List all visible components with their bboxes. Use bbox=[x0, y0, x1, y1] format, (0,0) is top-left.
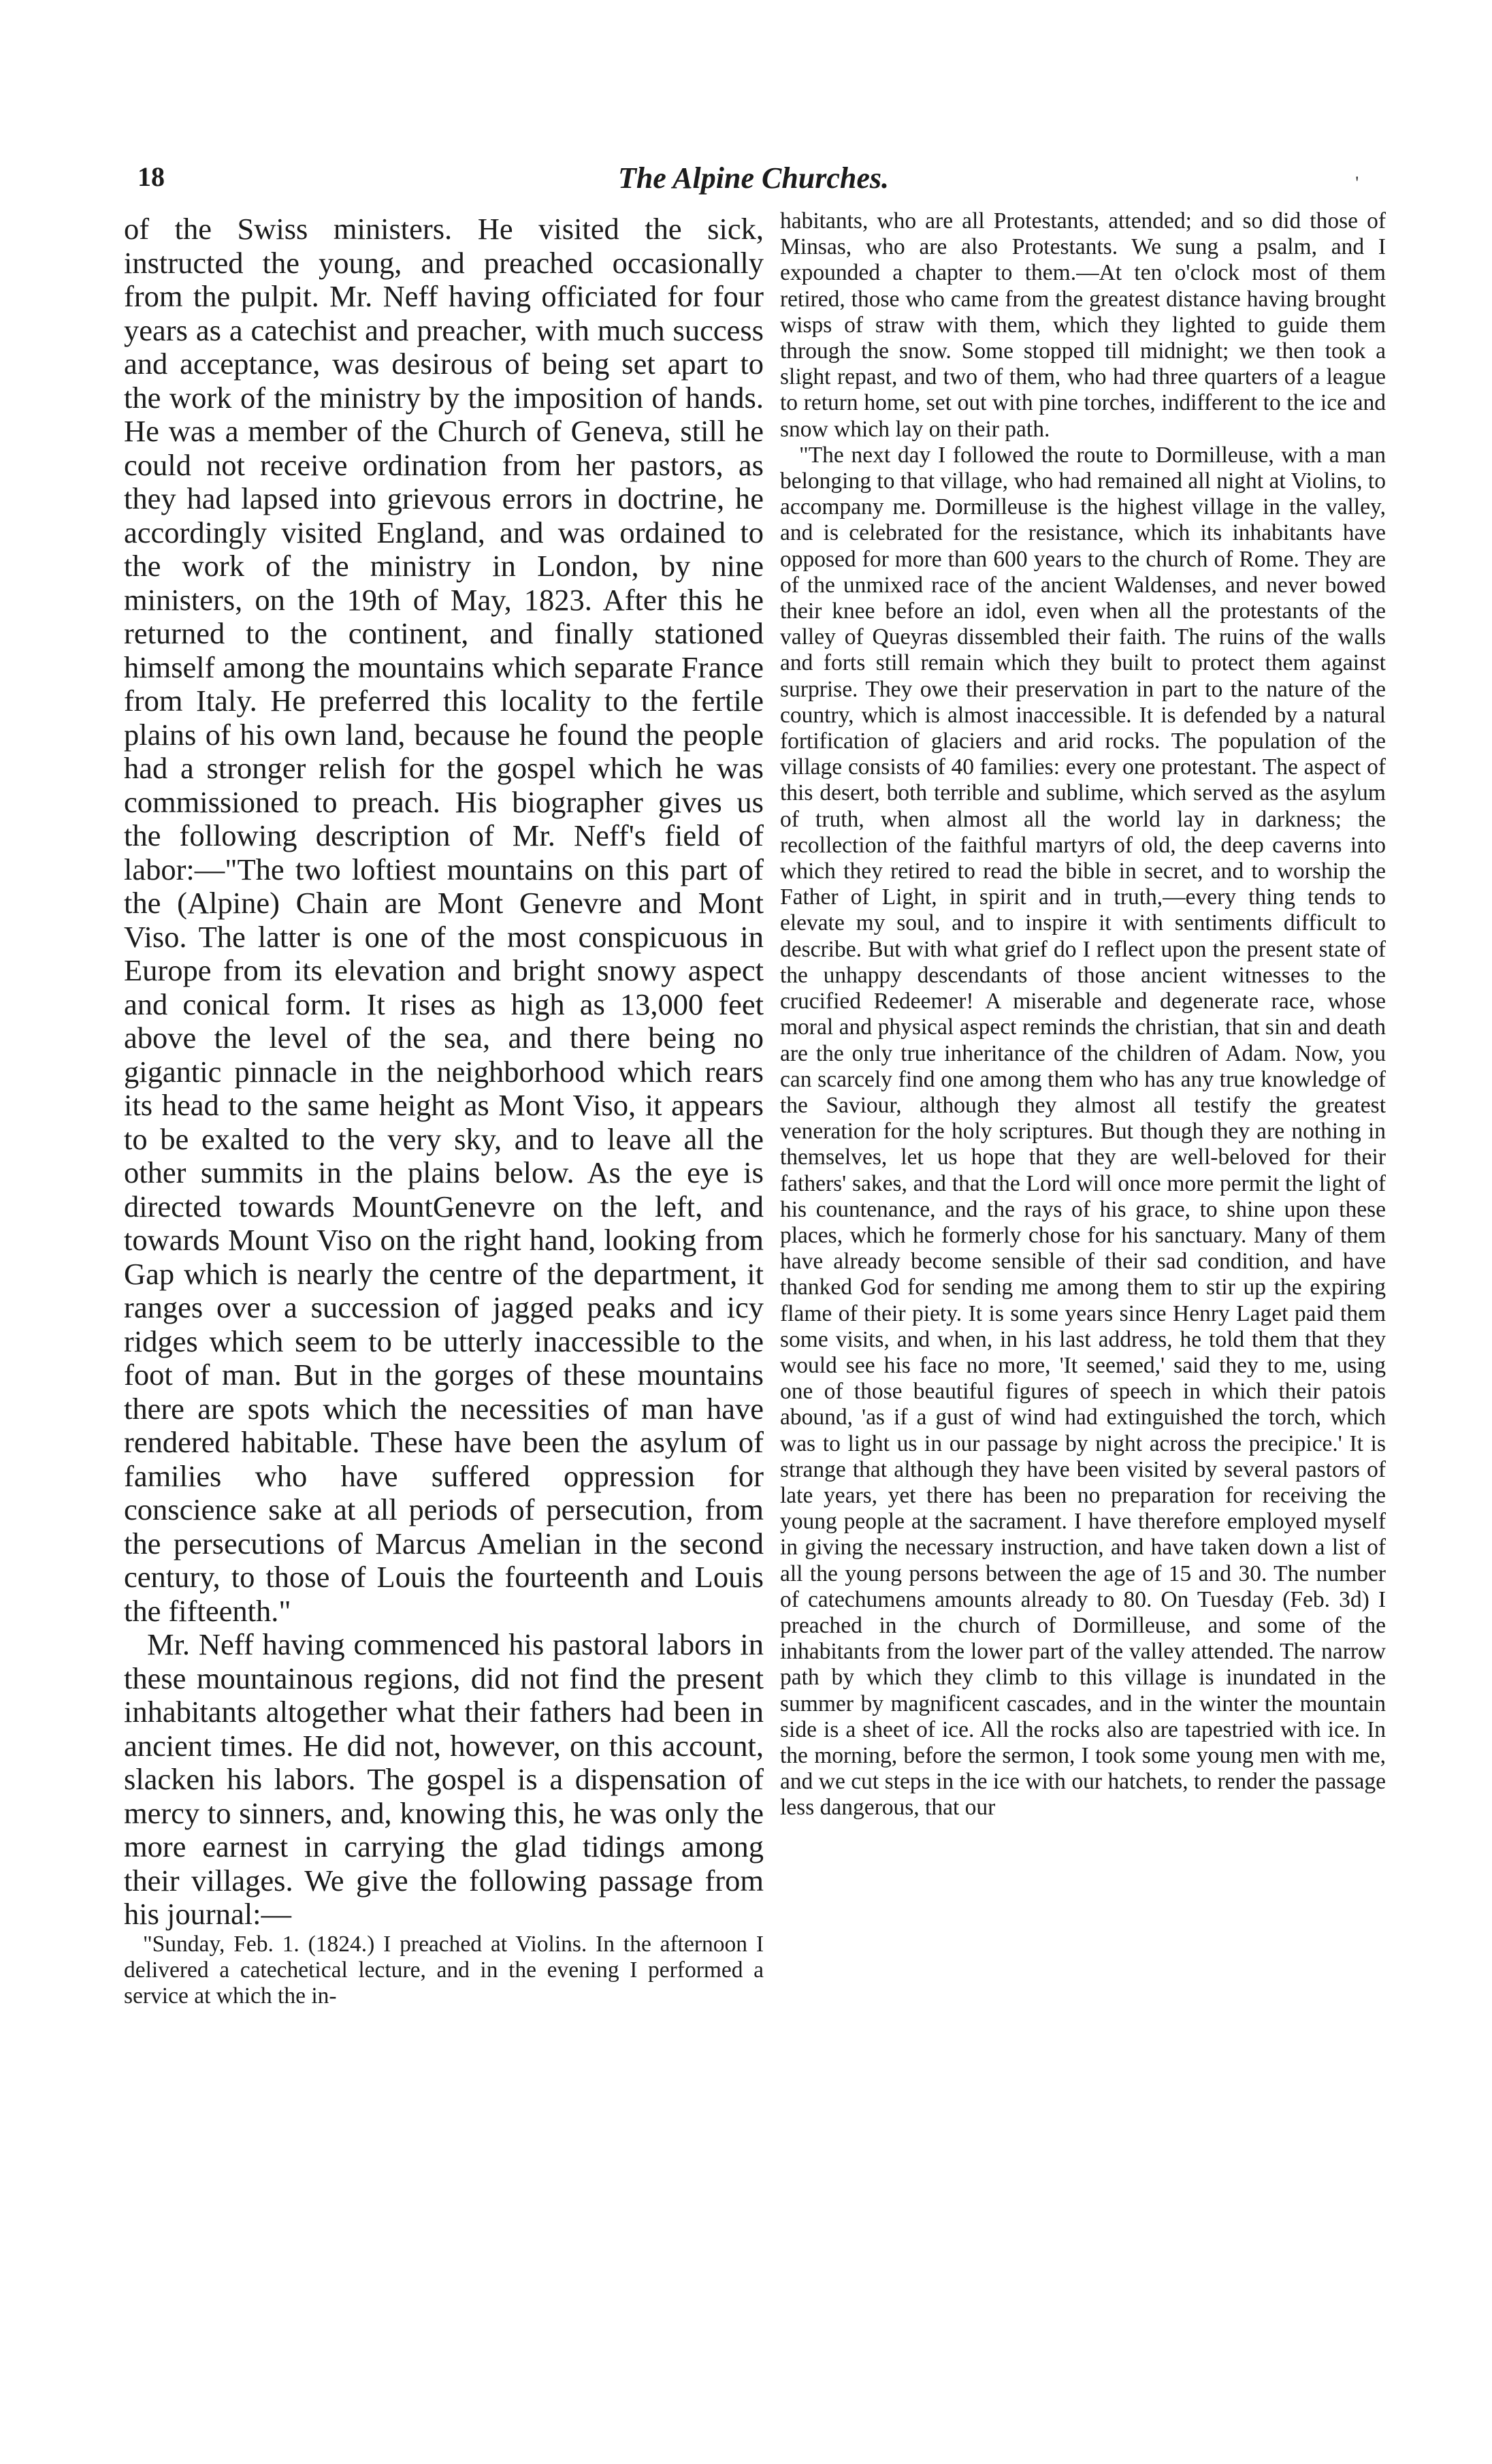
page-number: 18 bbox=[137, 161, 165, 192]
left-paragraph-1: of the Swiss ministers. He visited the sick, instructed the young, and preached occasionally from the pulpit. Mr. Neff having officiated for four years as a catechist and preacher, with much success and acceptance, was desirous of being set apart to the work of the ministry by the imposition of hands. He was a member of the Church of Geneva, still he could not receive ordination from her pastors, as they had lapsed into grievous errors in doctrine, he accordingly visited England, and was ordained to the work of the ministry in London, by nine ministers, on the 19th of May, 1823. After this he returned to the continent, and finally stationed himself among the mountains which separate France from Italy. He preferred this locality to the fertile plains of his own land, because he found the people had a stronger relish for the gospel which he was commissioned to preach. His biographer gives us the following description of Mr. Neff's field of labor:—"The two loftiest mountains on this part of the (Alpine) Chain are Mont Genevre and Mont Viso. The latter is one of the most conspicuous in Europe from its elevation and bright snowy aspect and conical form. It rises as high as 13,000 feet above the level of the sea, and there being no gigantic pinnacle in the neighborhood which rears its head to the same height as Mont Viso, it appears to be exalted to the very sky, and to leave all the other summits in the plains below. As the eye is directed towards MountGenevre on the left, and towards Mount Viso on the right hand, looking from Gap which is nearly the centre of the department, it ranges over a succession of jagged peaks and icy ridges which seem to be utterly inaccessible to the foot of man. But in the gorges of these mountains there are spots which the necessities of man have rendered habitable. These have been the asylum of families who have suffered oppression for conscience sake at all periods of persecution, from the persecutions of Marcus Amelian in the second century, to those of Louis the fourteenth and Louis the fifteenth." bbox=[124, 212, 764, 1628]
right-paragraph-1: habitants, who are all Protestants, attended; and so did those of Minsas, who are also Protestants. We sung a psalm, and I expounded a chapter to them.—At ten o'clock most of them retired, those who came from the greatest distance having brought wisps of straw with them, which they lighted to guide them through the snow. Some stopped till midnight; we then took a slight repast, and two of them, who had three quarters of a league to return home, set out with pine torches, indifferent to the ice and snow which lay on their path. bbox=[780, 208, 1386, 442]
right-column bbox=[780, 208, 1386, 1821]
corner-mark: ' bbox=[1355, 173, 1359, 193]
left-paragraph-2: Mr. Neff having commenced his pastoral labors in these mountainous regions, did not find the present inhabitants altogether what their fathers had been in ancient times. He did not, however, on this account, slacken his labors. The gospel is a dispensation of mercy to sinners, and, knowing this, he was only the more earnest in carrying the glad tidings among their villages. We give the following passage from his journal:— bbox=[124, 1627, 764, 1931]
running-head bbox=[137, 161, 1369, 202]
left-column bbox=[124, 212, 764, 2009]
journal-entry: "Sunday, Feb. 1. (1824.) I preached at Violins. In the afternoon I delivered a catechetical lecture, and in the evening I performed a service at which the in- bbox=[124, 1931, 764, 2009]
running-title: The Alpine Churches. bbox=[617, 161, 890, 195]
right-paragraph-2: "The next day I followed the route to Dormilleuse, with a man belonging to that village, who had remained all night at Violins, to accompany me. Dormilleuse is the highest village in the valley, and is celebrated for the resistance, which its inhabitants have opposed for more than 600 years to the church of Rome. They are of the unmixed race of the ancient Waldenses, and never bowed their knee before an idol, even when all the protestants of the valley of Queyras dissembled their faith. The ruins of the walls and forts still remain which they built to protect them against surprise. They owe their preservation in part to the nature of the country, which is almost inaccessible. It is defended by a natural fortification of glaciers and arid rocks. The population of the village consists of 40 families: every one protestant. The aspect of this desert, both terrible and sublime, which served as the asylum of truth, when almost all the world lay in darkness; the recollection of the faithful martyrs of old, the deep caverns into which they retired to read the bible in secret, and to worship the Father of Light, in spirit and in truth,—every thing tends to elevate my soul, and to inspire it with sentiments difficult to describe. But with what grief do I reflect upon the present state of the unhappy descendants of those ancient witnesses to the crucified Redeemer! A miserable and degenerate race, whose moral and physical aspect reminds the christian, that sin and death are the only true inheritance of the children of Adam. Now, you can scarcely find one among them who has any true knowledge of the Saviour, although they almost all testify the greatest veneration for the holy scriptures. But though they are nothing in themselves, let us hope that they are well-beloved for their fathers' sakes, and that the Lord will once more permit the light of his countenance, and the rays of his grace, to shine upon these places, which he formerly chose for his sanctuary. Many of them have already become sensible of their sad condition, and have thanked God for sending me among them to stir up the expiring flame of their piety. It is some years since Henry Laget paid them some visits, and when, in his last address, he told them that they would see his face no more, 'It seemed,' said they to me, using one of those beautiful figures of speech in which their patois abound, 'as if a gust of wind had extinguished the torch, which was to light us in our passage by night across the precipice.' It is strange that although they have been visited by several pastors of late years, yet there has been no preparation for receiving the young people at the sacrament. I have therefore employed myself in giving the necessary instruction, and have taken down a list of all the young persons between the age of 15 and 30. The number of catechumens amounts already to 80. On Tuesday (Feb. 3d) I preached in the church of Dormilleuse, and some of the inhabitants from the lower part of the valley attended. The narrow path by which they climb to this village is inundated in the summer by magnificent cascades, and in the winter the mountain side is a sheet of ice. All the rocks also are tapestried with ice. In the morning, before the sermon, I took some young men with me, and we cut steps in the ice with our hatchets, to render the passage less dangerous, that our bbox=[780, 442, 1386, 1821]
